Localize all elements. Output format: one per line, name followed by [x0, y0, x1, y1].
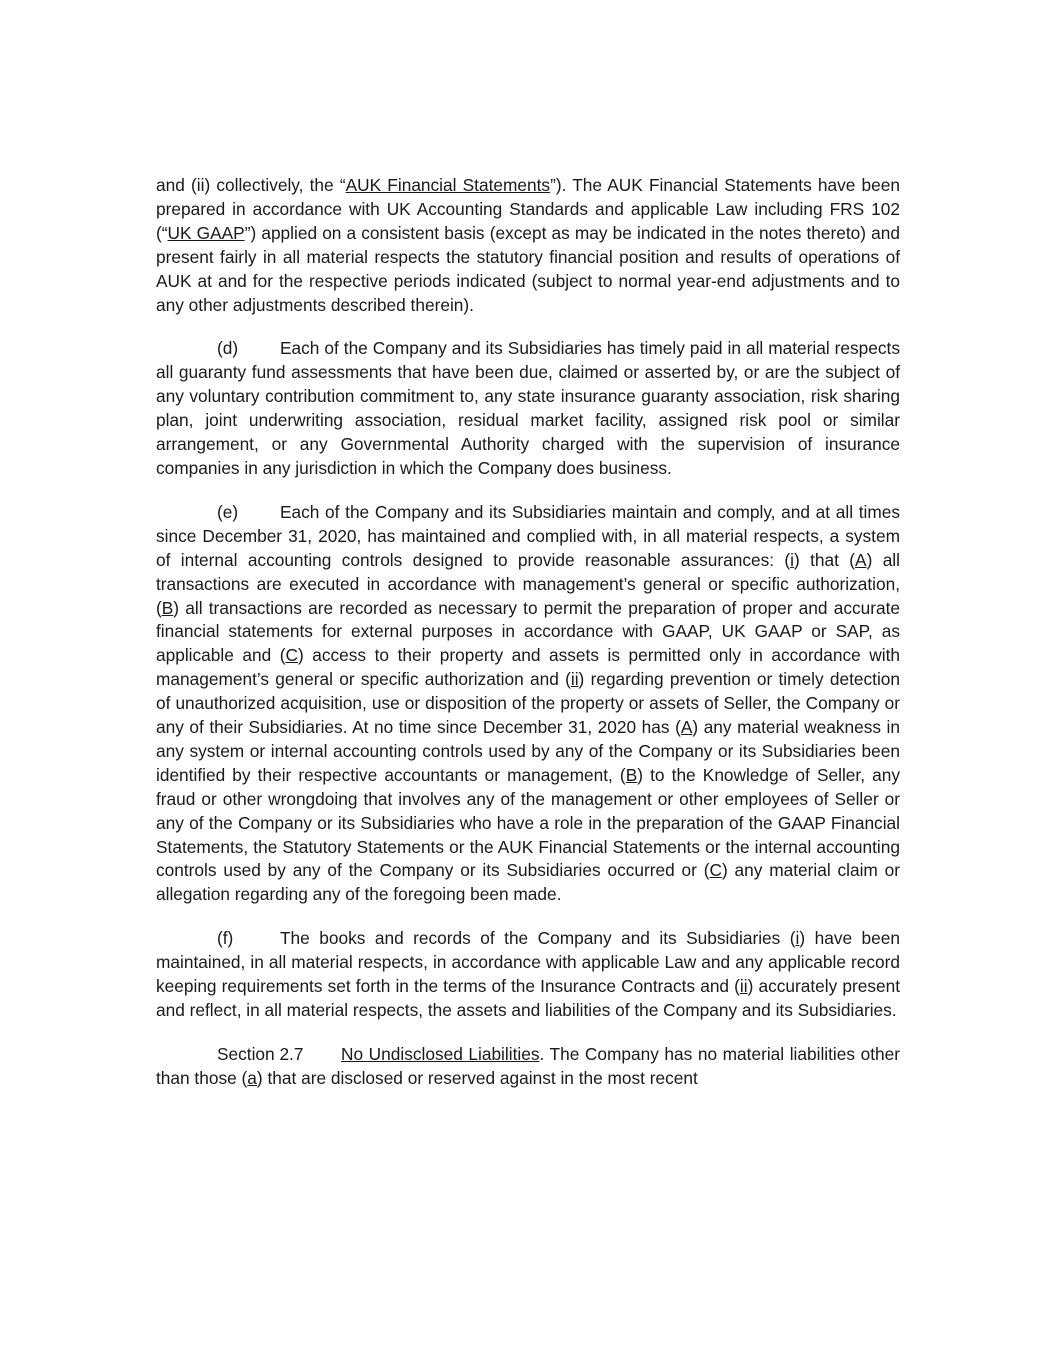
text: ) that ( [793, 549, 856, 570]
text: Each of the Company and its Subsidiaries has timely paid in all material respects all guaranty fund assessments that have been due, claimed or asserted by, or are the subject of any voluntary contribution commitment to, any state insurance guaranty association, risk sharing plan, joint underwriting association, residual market facility, assigned risk pool or similar arrangement, or any Governmental Authority charged with the supervision of insurance companies in any jurisdiction in which the Company does business. [156, 338, 900, 478]
paragraph-d [156, 337, 900, 480]
text: ) to the Knowledge of Seller, any fraud or other wrongdoing that involves any of the management or other employees of Seller or any of the Company or its Subsidiaries who have a role in the preparation of the GAAP Financial Statements, the Statutory Statements or the AUK Financial Statements or the internal accounting controls used by any of the Company or its Subsidiaries occurred or ( [156, 764, 900, 881]
section-2-7 [156, 1043, 900, 1091]
text: ”) applied on a consistent basis (except as may be indicated in the notes thereto) and present fairly in all material respects the statutory financial position and results of operations of AUK at and for the respective periods indicated (subject to normal year-end adjustments and to any other adjustments described therein). [156, 222, 900, 315]
text: ) that are disclosed or reserved against in the most recent [256, 1067, 698, 1088]
text: ) all transactions are executed in accordance with management’s general or specific authorization, ( [156, 549, 900, 618]
section-number: Section 2.7 [217, 1043, 304, 1064]
defined-term-uk-gaap: UK GAAP [167, 222, 245, 243]
text: Each of the Company and its Subsidiaries maintain and comply, and at all times since December 31, 2020, has maintained and complied with, in all material respects, a system of internal accounting controls designed to provide reasonable assurances: ( [156, 501, 900, 570]
text: ) access to their property and assets is permitted only in accordance with management’s general or specific authorization and ( [156, 645, 900, 690]
text: and (ii) collectively, the “ [156, 175, 346, 195]
text: ) regarding prevention or timely detection of unauthorized acquisition, use or disposition of the property or assets of Seller, the Company or any of their Subsidiaries. At no time since December 31, 2020 has ( [156, 669, 901, 738]
clause-marker: i [790, 549, 794, 570]
clause-marker: B [625, 764, 638, 785]
text: . The Company has no material liabilities other than those ( [156, 1043, 900, 1088]
document-page [156, 174, 900, 1111]
paragraph-e [156, 501, 900, 907]
text: ”). The AUK Financial Statements have been prepared in accordance with UK Accounting Standards and applicable Law including FRS 102 (“ [156, 175, 900, 243]
paragraph-c-continuation [156, 174, 900, 317]
text: ) any material claim or allegation regarding any of the foregoing been made. [156, 860, 901, 905]
clause-marker: ii [570, 669, 579, 690]
clause-marker: a [247, 1067, 257, 1088]
section-heading: No Undisclosed Liabilities [341, 1043, 540, 1064]
paragraph-label: (d) [217, 338, 239, 359]
clause-marker: C [709, 860, 722, 881]
clause-marker: B [161, 597, 174, 618]
text: ) any material weakness in any system or internal accounting controls used by any of the Company or its Subsidiaries been identified by their respective accountants or management, ( [156, 717, 900, 785]
text: The books and records of the Company and its Subsidiaries ( [280, 928, 796, 949]
clause-marker: ii [739, 976, 748, 997]
paragraph-label: (f) [217, 928, 234, 949]
paragraph-f [156, 927, 900, 1023]
clause-marker: i [795, 928, 800, 949]
text: ) all transactions are recorded as necessary to permit the preparation of proper and accurate financial statements for external purposes in accordance with GAAP, UK GAAP or SAP, as applicable and ( [156, 597, 900, 666]
clause-marker: A [680, 717, 693, 738]
text: ) have been maintained, in all material respects, in accordance with applicable Law and any applicable record keeping requirements set forth in the terms of the Insurance Contracts and ( [156, 928, 901, 997]
clause-marker: A [855, 549, 867, 570]
paragraph-label: (e) [217, 501, 239, 522]
defined-term-auk-financial-statements: AUK Financial Statements [345, 175, 551, 195]
text: ) accurately present and reflect, in all material respects, the assets and liabilities of the Company and its Subsidiaries. [156, 976, 900, 1020]
clause-marker: C [285, 645, 298, 666]
